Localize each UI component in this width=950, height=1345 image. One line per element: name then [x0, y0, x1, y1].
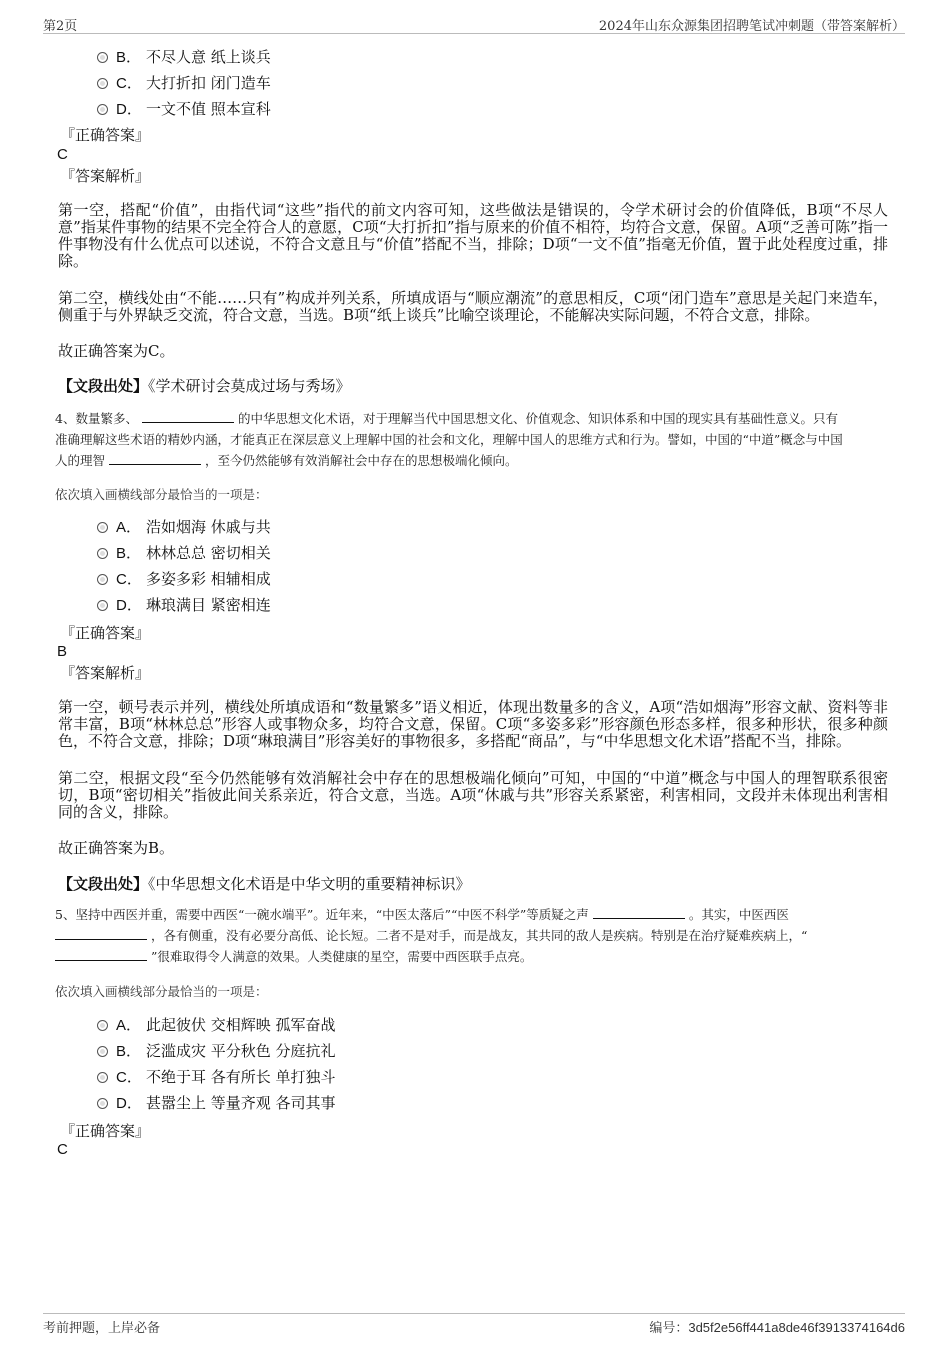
footer-slogan: 考前押题，上岸必备: [43, 1321, 161, 1336]
radio-icon[interactable]: [97, 104, 108, 115]
q4-analysis-para-2: 第二空，根据文段“至今仍然能够有效消解社会中存在的思想极端化倾向”可知，中国的“中道”概念与中国人的理智联系很密切，B项“密切相关”指彼此间关系亲近，符合文意，当选。A项“休戚与共”形容关系紧密，利害相同，文段并未体现出利害相同的含义，排除。: [58, 769, 888, 821]
radio-icon[interactable]: [97, 78, 108, 89]
document-title: 2024年山东众源集团招聘笔试冲刺题（带答案解析）: [598, 19, 905, 34]
q4-instruction: 依次填入画横线部分最恰当的一项是：: [55, 487, 268, 502]
q3-option-c[interactable]: C． 大打折扣 闭门造车: [97, 73, 271, 93]
q5-stem: 5、坚持中西医并重，需要中西医“一碗水端平”。近年来，“中医太落后”“中医不科学”等质疑之声 。其实，中医西医 ，各有侧重，没有必要分高低、论长短。二者不是对手，而是战友，其共同的敌人是疾病。特别是在治疗疑难疾病上，“ ”很难取得令人满意的效果。人类健康的星空，需要中西医联手点亮。: [55, 907, 808, 964]
radio-icon[interactable]: [97, 600, 108, 611]
q4-option-b[interactable]: B． 林林总总 密切相关: [97, 543, 271, 563]
q5-option-d[interactable]: D． 甚嚣尘上 等量齐观 各司其事: [97, 1093, 336, 1113]
q4-analysis-conclusion: 故正确答案为B。: [58, 839, 175, 857]
document-id: 编号：3d5f2e56ff441a8de46f3913374164d6: [649, 1320, 905, 1336]
q3-analysis-para-1: 第一空，搭配“价值”，由指代词“这些”指代的前文内容可知，这些做法是错误的，令学术研讨会的价值降低，B项“不尽人意”指某件事物的结果不完全符合人的意愿，C项“大打折扣”指与原来的价值不相符，均符合文意，保留。A项“乏善可陈”指一件事物没有什么优点可以述说，不符合文意且与“价值”搭配不当，排除；D项“一文不值”指毫无价值，置于此处程度过重，排除。: [58, 201, 888, 270]
q3-answer-label: 『正确答案』: [60, 126, 151, 144]
q3-option-b[interactable]: B． 不尽人意 纸上谈兵: [97, 47, 271, 67]
q4-option-d[interactable]: D． 琳琅满目 紧密相连: [97, 595, 271, 615]
q5-instruction: 依次填入画横线部分最恰当的一项是：: [55, 984, 268, 999]
q5-answer: C: [57, 1141, 68, 1158]
page-footer: [43, 1313, 905, 1336]
q5-answer-label: 『正确答案』: [60, 1122, 151, 1140]
blank-line: [109, 452, 201, 465]
radio-icon[interactable]: [97, 1020, 108, 1031]
page-number: 第2页: [43, 19, 78, 34]
q4-source: 【文段出处】《中华思想文化术语是中华文明的重要精神标识》: [58, 875, 471, 893]
q4-stem: 4、数量繁多、 的中华思想文化术语，对于理解当代中国思想文化、价值观念、知识体系和中国的现实具有基础性意义。只有 准确理解这些术语的精妙内涵，才能真正在深层意义上理解中国的社会和文化，理解中国人的思维方式和行为。譬如，中国的“中道”概念与中国 人的理智 ，至今仍然能够有效消解社会中存在的思想极端化倾向。: [55, 411, 843, 468]
q4-answer: B: [57, 643, 68, 660]
blank-line: [55, 927, 147, 940]
q4-answer-label: 『正确答案』: [60, 624, 151, 642]
q5-option-a[interactable]: A． 此起彼伏 交相辉映 孤军奋战: [97, 1015, 336, 1035]
q3-analysis-para-2: 第二空，横线处由“不能……只有”构成并列关系，所填成语与“顺应潮流”的意思相反，C项“闭门造车”意思是关起门来造车，侧重于与外界缺乏交流，符合文意，当选。B项“纸上谈兵”比喻空谈理论，不能解决实际问题，不符合文意，排除。: [58, 289, 888, 324]
radio-icon[interactable]: [97, 52, 108, 63]
radio-icon[interactable]: [97, 522, 108, 533]
q3-source: 【文段出处】《学术研讨会莫成过场与秀场》: [58, 377, 351, 395]
radio-icon[interactable]: [97, 1072, 108, 1083]
q3-answer: C: [57, 146, 68, 163]
blank-line: [55, 948, 147, 961]
q3-analysis-label: 『答案解析』: [60, 167, 151, 185]
q5-option-b[interactable]: B． 泛滥成灾 平分秋色 分庭抗礼: [97, 1041, 336, 1061]
q4-option-a[interactable]: A． 浩如烟海 休戚与共: [97, 517, 271, 537]
q5-option-c[interactable]: C． 不绝于耳 各有所长 单打独斗: [97, 1067, 336, 1087]
page-header: [43, 13, 905, 34]
radio-icon[interactable]: [97, 1098, 108, 1109]
blank-line: [142, 410, 234, 423]
q3-analysis-conclusion: 故正确答案为C。: [58, 342, 175, 360]
radio-icon[interactable]: [97, 574, 108, 585]
radio-icon[interactable]: [97, 548, 108, 559]
q4-analysis-label: 『答案解析』: [60, 664, 151, 682]
blank-line: [593, 906, 685, 919]
radio-icon[interactable]: [97, 1046, 108, 1057]
q3-option-d[interactable]: D． 一文不值 照本宣科: [97, 99, 271, 119]
q4-analysis-para-1: 第一空，顿号表示并列，横线处所填成语和“数量繁多”语义相近，体现出数量多的含义，A项“浩如烟海”形容文献、资料等非常丰富，B项“林林总总”形容人或事物众多，均符合文意，保留。C项“多姿多彩”形容颜色形态多样，很多种形状，很多种颜色，不符合文意，排除；D项“琳琅满目”形容美好的事物很多，多搭配“商品”，与“中华思想文化术语”搭配不当，排除。: [58, 698, 888, 750]
q4-option-c[interactable]: C． 多姿多彩 相辅相成: [97, 569, 271, 589]
